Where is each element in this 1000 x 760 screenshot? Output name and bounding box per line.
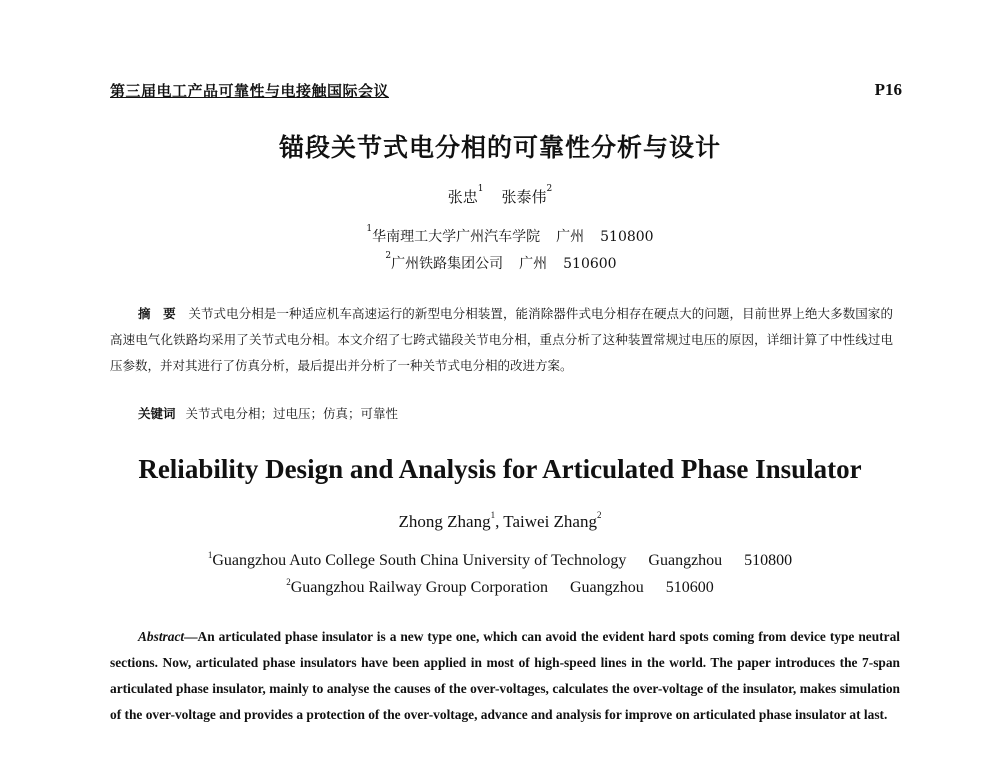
affiliation-zip: 510800 <box>600 229 654 245</box>
affiliation-org: Guangzhou Railway Group Corporation <box>290 579 548 596</box>
english-authors <box>0 512 1000 532</box>
english-abstract-label: Abstract <box>138 629 185 644</box>
author-affiliation-mark: 2 <box>546 184 553 194</box>
affiliation-zip: 510800 <box>744 552 793 569</box>
chinese-abstract <box>110 301 893 379</box>
chinese-authors <box>0 186 1000 207</box>
english-title: Reliability Design and Analysis for Articulated Phase Insulator <box>138 454 862 484</box>
chinese-affiliation-1 <box>0 226 1000 246</box>
affiliation-mark: 2 <box>286 577 291 587</box>
chinese-title: 锚段关节式电分相的可靠性分析与设计 <box>278 133 721 162</box>
author-name: Zhong Zhang <box>398 512 491 531</box>
english-affiliation-1 <box>0 552 1000 570</box>
author-affiliation-mark: 1 <box>490 510 496 520</box>
english-abstract-text: —An articulated phase insulator is a new type one, which can avoid the evident hard spots coming from device type neutral sections. Now, articulated phase insulators have been applied in most of high-speed lines in the world. The paper introduces the 7-span articulated phase insulator, mainly to analyse the causes of the over-voltages, calculates the over-voltage of the insulator, makes simulation of the over-voltage and provides a protection of the over-voltage, advance and analysis for improve on articulated phase insulator at last. <box>110 629 900 722</box>
affiliation-org: Guangzhou Auto College South China University of Technology <box>212 552 627 569</box>
keywords-label: 关键词 <box>138 406 176 421</box>
chinese-keywords <box>138 404 398 422</box>
english-affiliation-2 <box>0 579 1000 597</box>
english-abstract <box>110 624 900 728</box>
chinese-abstract-label: 摘 要 <box>138 306 176 321</box>
affiliation-org: 广州铁路集团公司 <box>391 256 504 272</box>
chinese-affiliation-2 <box>0 253 1000 273</box>
keywords-text: 关节式电分相；过电压；仿真；可靠性 <box>185 406 399 421</box>
affiliation-city: Guangzhou <box>570 579 644 596</box>
affiliation-city: 广州 <box>556 229 585 245</box>
author-name: 张忠 <box>447 188 478 206</box>
author-affiliation-mark: 2 <box>596 510 602 520</box>
conference-name: 第三届电工产品可靠性与电接触国际会议 <box>110 82 390 100</box>
affiliation-mark: 2 <box>385 251 392 261</box>
affiliation-city: 广州 <box>519 256 548 272</box>
affiliation-mark: 1 <box>366 224 373 234</box>
affiliation-mark: 1 <box>207 550 213 560</box>
author-name: 张泰伟 <box>501 188 547 206</box>
page-number: P16 <box>874 80 902 99</box>
chinese-abstract-text: 关节式电分相是一种适应机车高速运行的新型电分相装置，能消除器件式电分相存在硬点大的问题，目前世界上绝大多数国家的高速电气化铁路均采用了关节式电分相。本文介绍了七跨式锚段关节电分相，重点分析了这种装置常规过电压的原因，详细计算了中性线过电压参数，并对其进行了仿真分析，最后提出并分析了一种关节式电分相的改进方案。 <box>110 306 893 373</box>
author-name: , Taiwei Zhang <box>495 512 597 531</box>
affiliation-zip: 510600 <box>563 256 617 272</box>
author-affiliation-mark: 1 <box>477 184 484 194</box>
affiliation-zip: 510600 <box>665 579 714 596</box>
affiliation-city: Guangzhou <box>648 552 723 569</box>
affiliation-org: 华南理工大学广州汽车学院 <box>372 229 541 245</box>
